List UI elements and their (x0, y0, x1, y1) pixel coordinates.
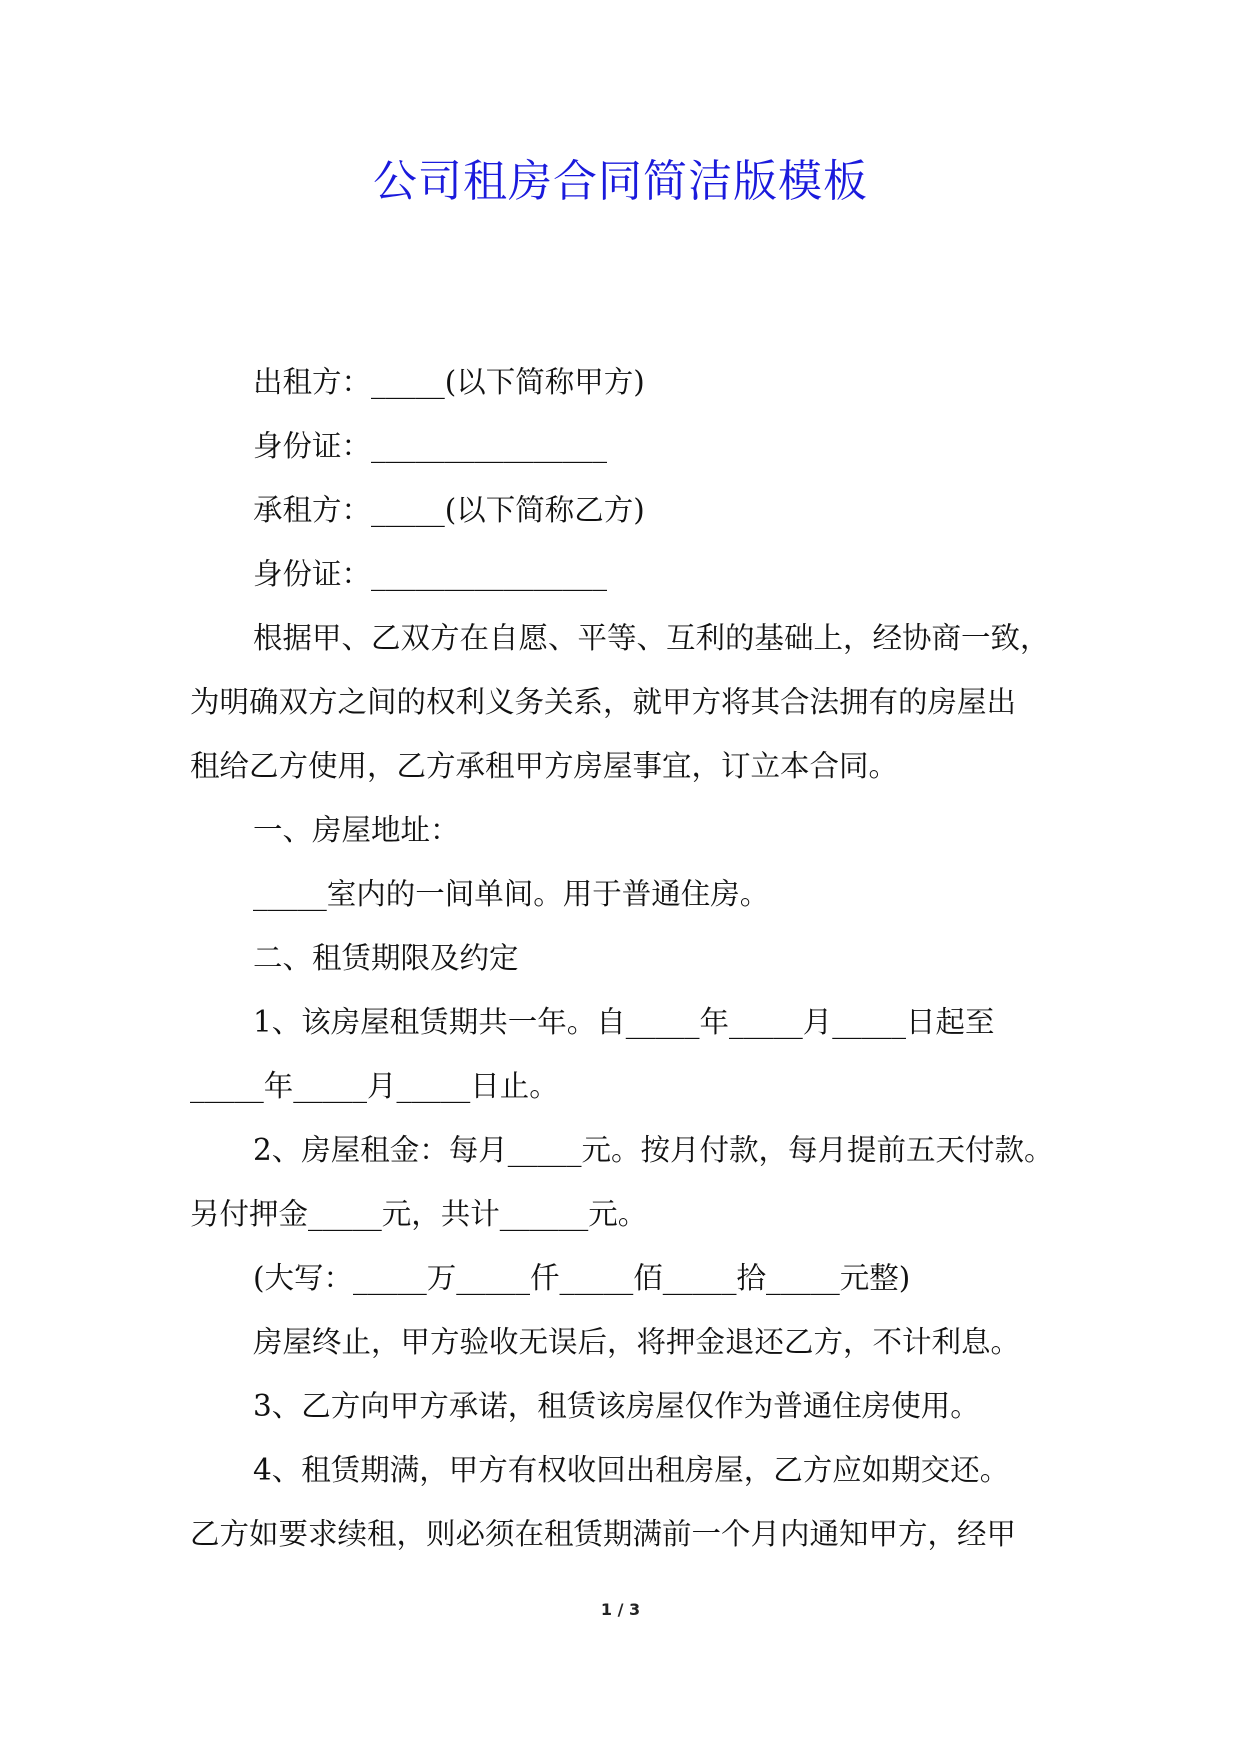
section-2-heading: 二、租赁期限及约定 (253, 941, 519, 975)
clause-4-line-2: 乙方如要求续租，则必须在租赁期满前一个月内通知甲方，经甲 (190, 1517, 1017, 1551)
lessor-line: 出租方：_____(以下简称甲方) (253, 365, 645, 399)
preamble-line-2: 为明确双方之间的权利义务关系，就甲方将其合法拥有的房屋出 (190, 685, 1017, 719)
preamble-line-1: 根据甲、乙双方在自愿、平等、互利的基础上，经协商一致， (253, 621, 1050, 655)
clause-2-line-2: 另付押金_____元，共计______元。 (190, 1197, 648, 1231)
preamble-line-3: 租给乙方使用，乙方承租甲方房屋事宜，订立本合同。 (190, 749, 899, 783)
document-title: 公司租房合同简洁版模板 (373, 156, 868, 207)
clause-2-line-1: 2、房屋租金：每月_____元。按月付款，每月提前五天付款。 (253, 1133, 1054, 1167)
page-number: 1 / 3 (600, 1600, 641, 1619)
clause-2-deposit-return: 房屋终止，甲方验收无误后，将押金退还乙方，不计利息。 (253, 1325, 1021, 1359)
clause-4-line-1: 4、租赁期满，甲方有权收回出租房屋，乙方应如期交还。 (253, 1453, 1010, 1487)
lessor-id-line: 身份证：________________ (253, 429, 608, 463)
section-1-text: _____室内的一间单间。用于普通住房。 (253, 877, 770, 911)
clause-3-line: 3、乙方向甲方承诺，租赁该房屋仅作为普通住房使用。 (253, 1389, 980, 1423)
lessee-id-line: 身份证：________________ (253, 557, 608, 591)
clause-2-amount-words: (大写：_____万_____仟_____佰_____拾_____元整) (253, 1261, 911, 1295)
document-body (190, 350, 1070, 1566)
lessee-line: 承租方：_____(以下简称乙方) (253, 493, 645, 527)
section-1-heading: 一、房屋地址： (253, 813, 460, 847)
clause-1-line-2: _____年_____月_____日止。 (190, 1069, 559, 1103)
clause-1-line-1: 1、该房屋租赁期共一年。自_____年_____月_____日起至 (253, 1005, 995, 1039)
